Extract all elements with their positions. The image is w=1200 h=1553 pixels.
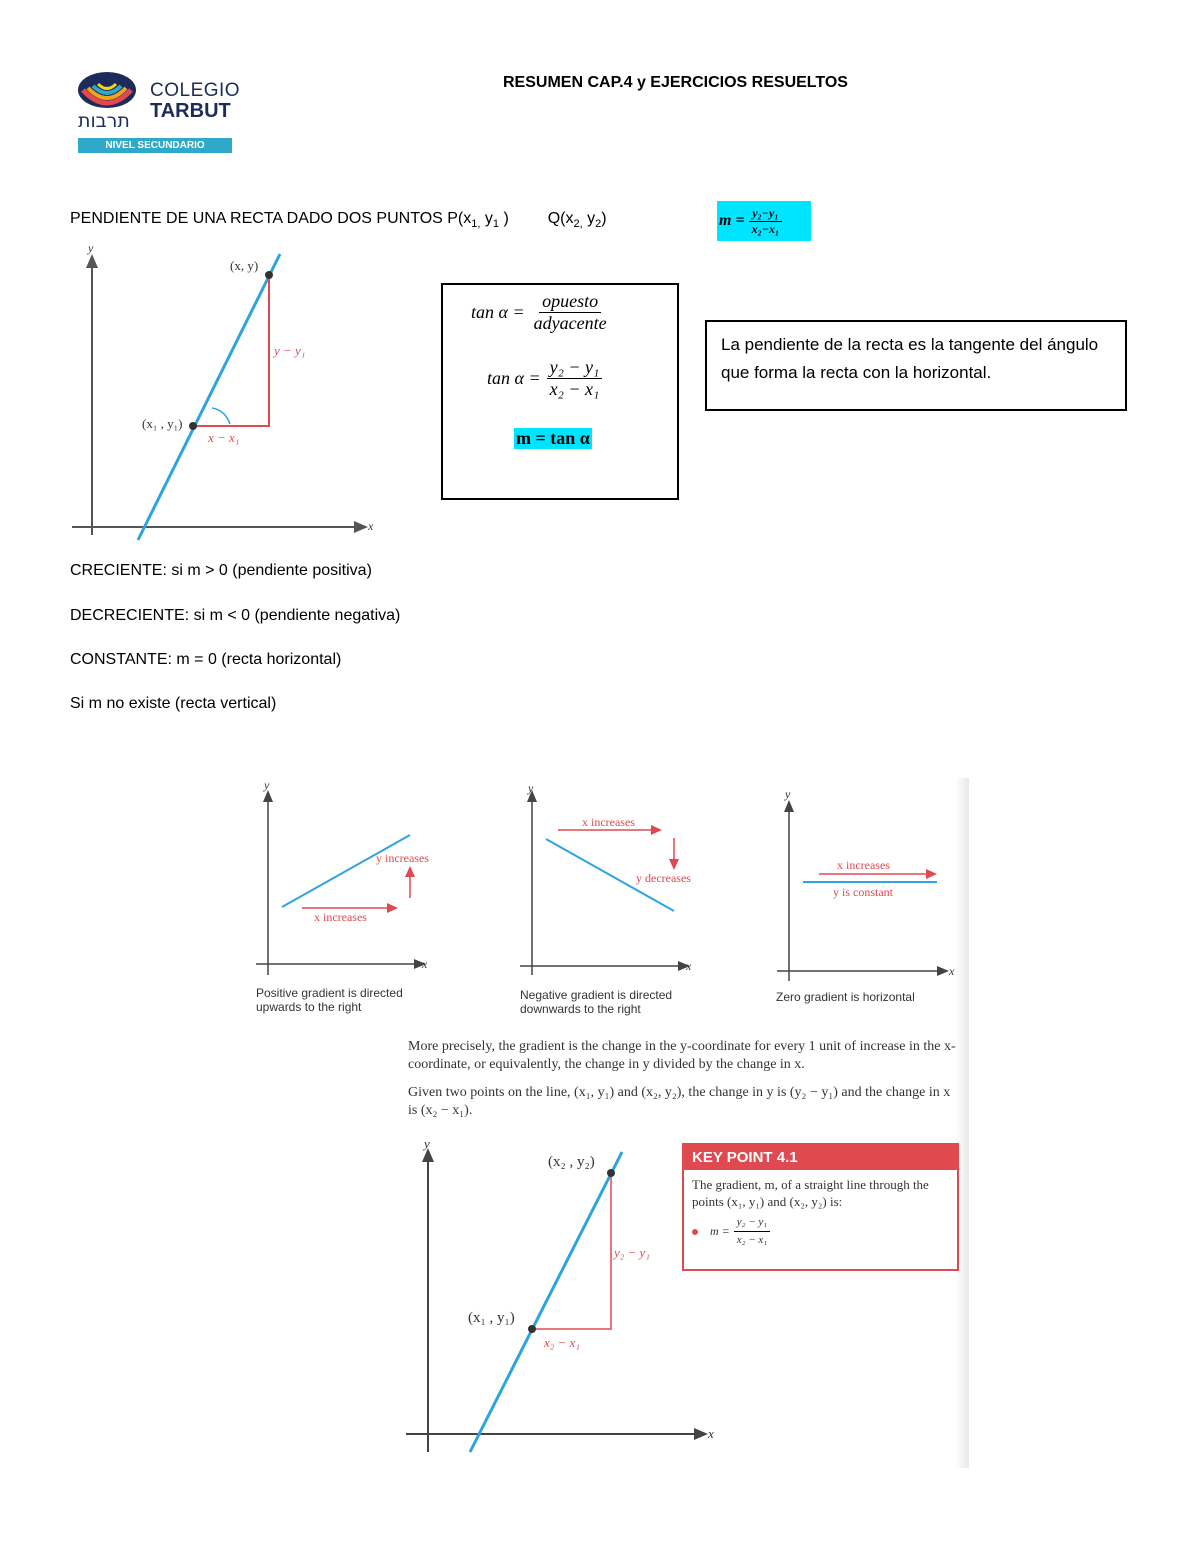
case-decreasing: DECRECIENTE: si m < 0 (pendiente negativa) — [70, 607, 401, 624]
svg-text:y is constant: y is constant — [833, 885, 893, 899]
svg-text:x: x — [708, 1426, 714, 1441]
slope-formula: m = $\frac{\text{y₂−y₁}}{\text{x₂−x₁}}$ — [717, 201, 811, 241]
angle-arc — [212, 408, 230, 424]
point-top — [265, 271, 273, 279]
document-title: RESUMEN CAP.4 y EJERCICIOS RESUELTOS — [503, 74, 848, 91]
positive-gradient-caption: Positive gradient is directed upwards to the right — [256, 986, 403, 1014]
key-point-title: KEY POINT 4.1 — [684, 1145, 957, 1170]
key-point-box — [682, 1143, 959, 1271]
y-axis-label: y — [88, 241, 94, 255]
two-point-gradient-graph — [398, 1140, 728, 1470]
logo-hebrew-text: תרבות — [78, 110, 130, 132]
svg-text:x: x — [686, 959, 692, 973]
positive-gradient-graph — [252, 780, 437, 980]
svg-text:y: y — [528, 781, 534, 795]
case-constant: CONSTANTE: m = 0 (recta horizontal) — [70, 651, 342, 668]
svg-text:x: x — [422, 957, 428, 971]
svg-text:(x₂ , y₂): (x₂ , y₂) — [548, 1154, 595, 1170]
negative-gradient-graph — [516, 780, 701, 980]
slope-heading: PENDIENTE DE UNA RECTA DADO DOS PUNTOS $P(x_{1,}$ $y_1$ ) $Q(x_{2,}$ $y_2$) — [70, 210, 607, 231]
dy-label: y − y₁ — [274, 343, 306, 358]
point-bottom — [189, 422, 197, 430]
svg-text:x increases: x increases — [837, 858, 890, 872]
logo-level-bar: NIVEL SECUNDARIO — [78, 138, 232, 153]
dx-label: x − x₁ — [208, 430, 240, 445]
negative-gradient-caption: Negative gradient is directed downwards to the right — [520, 988, 673, 1016]
two-points-paragraph: Given two points on the line, (x₁, y₁) and (x₂, y₂), the change in y is (y₂ − y₁) and the change in x is (x₂ − x₁). — [408, 1085, 951, 1118]
y-axis-arrow — [86, 254, 98, 268]
case-vertical: Si m no existe (recta vertical) — [70, 695, 277, 712]
m-equals-tan: m = tan α — [516, 428, 590, 448]
logo-name-line1: COLEGIO — [150, 80, 241, 101]
svg-text:y: y — [264, 780, 270, 792]
point-top-label: (x, y) — [230, 258, 259, 273]
slope-diagram — [60, 240, 390, 545]
tan-coord-row: tan α = $\frac{\text{y₂ − y₁}}{\text{x₂ − x₁}}$ — [487, 357, 602, 400]
svg-text:y₂ − y₁: y₂ − y₁ — [614, 1245, 650, 1260]
key-point-text: The gradient, m, of a straight line through the points (x₁, y₁) and (x₂, y₂) is: — [692, 1177, 929, 1209]
svg-text:y: y — [424, 1140, 430, 1151]
x-axis-arrow — [354, 521, 368, 533]
gradient-definition-paragraph: More precisely, the gradient is the change in the y-coordinate for every 1 unit of increase in the x-coordinate, or equivalently, the change in y divided by the change in x. — [408, 1039, 956, 1072]
svg-text:(x₁ , y₁): (x₁ , y₁) — [468, 1310, 515, 1326]
zero-gradient-graph — [775, 786, 960, 986]
svg-text:y decreases: y decreases — [636, 871, 691, 885]
svg-text:x increases: x increases — [582, 815, 635, 829]
bullet-dot-icon — [692, 1229, 698, 1235]
svg-text:x: x — [949, 964, 955, 978]
zero-gradient-caption: Zero gradient is horizontal — [776, 990, 915, 1004]
tan-def-row: tan α = $\frac{\text{opuesto}}{\text{adyacente}}$ — [471, 291, 607, 333]
logo-name-line2: TARBUT — [150, 100, 231, 122]
svg-text:x increases: x increases — [314, 910, 367, 924]
key-point-formula: m = $\frac{\text{y₂ − y₁}}{\text{x₂ − x₁}}$ — [692, 1214, 949, 1249]
svg-text:y increases: y increases — [376, 851, 429, 865]
logo-emblem-icon — [77, 70, 139, 110]
svg-text:x₂ − x₁: x₂ − x₁ — [544, 1335, 580, 1350]
slope-line — [138, 254, 280, 540]
slope-note-box: La pendiente de la recta es la tangente del ángulo que forma la recta con la horizontal. — [705, 320, 1127, 411]
x-axis-label: x — [368, 519, 374, 533]
case-increasing: CRECIENTE: si m > 0 (pendiente positiva) — [70, 562, 372, 579]
point-bottom-label: (x₁ , y₁) — [142, 416, 183, 431]
tangent-formula-box — [441, 283, 679, 500]
svg-text:y: y — [785, 787, 791, 801]
